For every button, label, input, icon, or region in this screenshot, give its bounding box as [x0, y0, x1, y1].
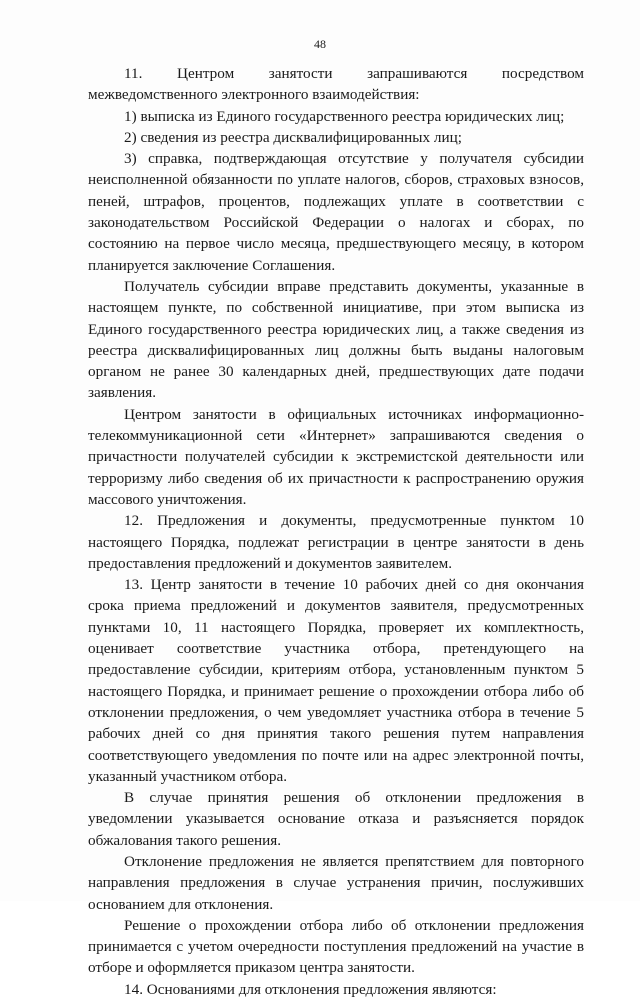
document-body: [88, 63, 584, 1000]
paragraph: Отклонение предложения не является препятствием для повторного направления предложения в случае устранения причин, послуживших основанием для отклонения.: [88, 852, 584, 913]
paragraph: Центром занятости в официальных источниках информационно-телекоммуникационной сети «Интернет» запрашиваются сведения о причастности получателей субсидии к экстремистской деятельности или терроризму либо сведения об их причастности к распространению оружия массового уничтожения.: [88, 405, 584, 508]
paragraph-item-12: 12. Предложения и документы, предусмотренные пунктом 10 настоящего Порядка, подлежат регистрации в центре занятости в день предоставления предложений и документов заявителем.: [88, 512, 584, 572]
paragraph-item-13: 13. Центр занятости в течение 10 рабочих дней со дня окончания срока приема предложений и документов заявителя, предусмотренных пунктами 10, 11 настоящего Порядка, проверяет их комплектность, оценивает соответствие участника отбора, претендующего на предоставление субсидии, критериям отбора, установленным пунктом 5 настоящего Порядка, и принимает решение о прохождении отбора либо об отклонении предложения, о чем уведомляет участника отбора в течение 5 рабочих дней со дня принятия такого решения путем направления соответствующего уведомления по почте или на адрес электронной почты, указанный участником отбора.: [88, 576, 584, 785]
page-number: 48: [314, 37, 326, 51]
list-item-1: 1) выписка из Единого государственного реестра юридических лиц;: [124, 107, 565, 125]
paragraph: Решение о прохождении отбора либо об отклонении предложения принимается с учетом очередности поступления предложений на участие в отборе и оформляется приказом центра занятости.: [88, 916, 584, 977]
paragraph-item-14: 14. Основаниями для отклонения предложения являются:: [124, 980, 497, 998]
paragraph: Получатель субсидии вправе представить документы, указанные в настоящем пункте, по собственной инициативе, при этом выписка из Единого государственного реестра юридических лиц, а также сведения из реестра дисквалифицированных лиц должны быть выданы налоговым органом не ранее 30 календарных дней, предшествующих дате подачи заявления.: [88, 277, 584, 402]
list-item-3: 3) справка, подтверждающая отсутствие у получателя субсидии неисполненной обязанности по уплате налогов, сборов, страховых взносов, пеней, штрафов, процентов, подлежащих уплате в соответствии с законодательством Российской Федерации о налогах и сборах, по состоянию на первое число месяца, предшествующего месяцу, в котором планируется заключение Соглашения.: [88, 150, 584, 274]
paragraph: В случае принятия решения об отклонении предложения в уведомлении указывается основание отказа и разъясняется порядок обжалования такого решения.: [88, 789, 584, 849]
list-item-2: 2) сведения из реестра дисквалифицированных лиц;: [124, 128, 462, 146]
paragraph-item-11: 11. Центром занятости запрашиваются посредством межведомственного электронного взаимодействия:: [88, 65, 584, 104]
